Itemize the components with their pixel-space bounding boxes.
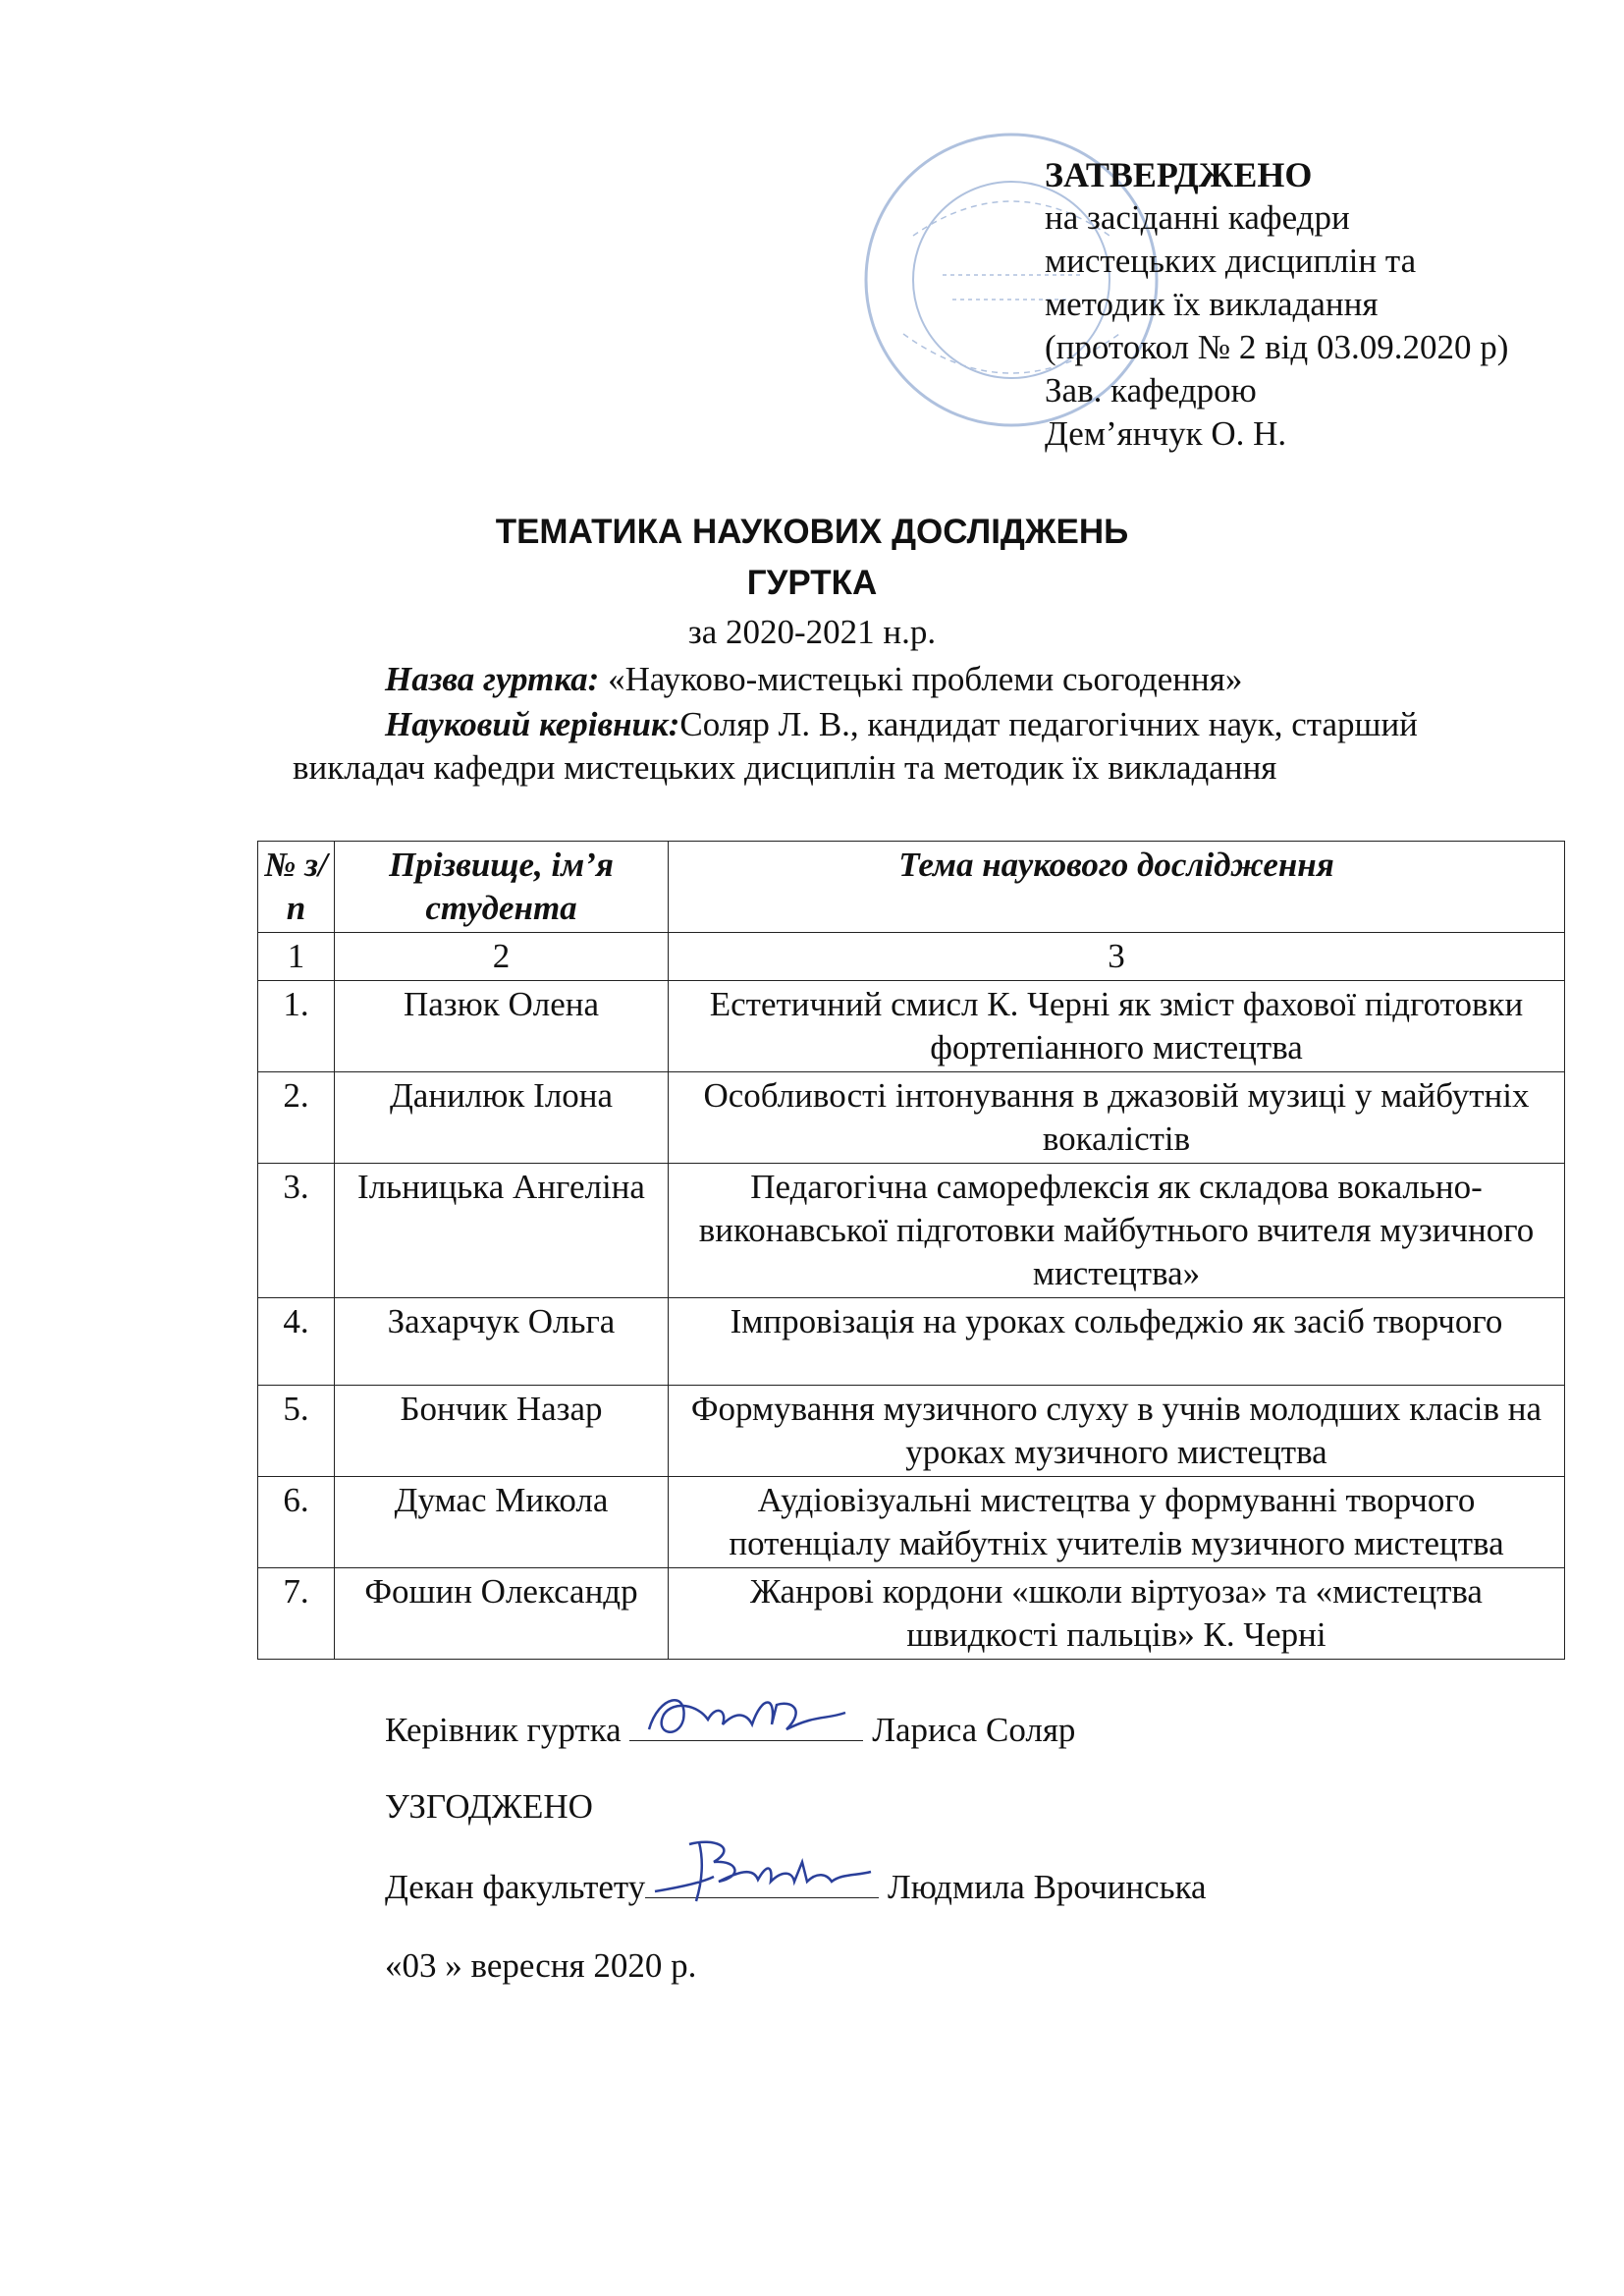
student-name: Фошин Олександр — [335, 1568, 669, 1660]
signature-line — [645, 1868, 879, 1898]
supervisor-label: Науковий керівник: — [385, 705, 680, 743]
approval-line: Зав. кафедрою — [1045, 371, 1257, 410]
research-topic: Аудіовізуальні мистецтва у формуванні творчого потенціалу майбутніх учителів музичного мистецтва — [669, 1477, 1565, 1568]
table-row — [258, 1568, 1565, 1660]
dean-signature-icon — [645, 1832, 879, 1911]
table-row — [258, 1164, 1565, 1298]
leader-label: Керівник гуртка — [385, 1711, 622, 1749]
circle-name-line — [385, 658, 1242, 701]
student-name: Данилюк Ілона — [335, 1072, 669, 1164]
research-topic: Особливості інтонування в джазовій музиці у майбутніх вокалістів — [669, 1072, 1565, 1164]
signature-line — [629, 1711, 863, 1741]
supervisor-line — [385, 703, 1418, 746]
research-topic: Естетичний смисл К. Черні як зміст фахової підготовки фортепіанного мистецтва — [669, 981, 1565, 1072]
table-header-row — [258, 842, 1565, 933]
leader-name: Лариса Соляр — [863, 1711, 1076, 1749]
row-number: 6. — [258, 1477, 335, 1568]
dean-label: Декан факультету — [385, 1868, 646, 1906]
topics-table — [257, 841, 1565, 1660]
document-subtitle: ГУРТКА — [746, 564, 878, 602]
academic-year: за 2020-2021 н.р. — [687, 613, 937, 651]
dean-signature-row — [385, 1866, 1207, 1909]
research-topic: Жанрові кордони «школи віртуоза» та «мистецтва швидкості пальців» К. Черні — [669, 1568, 1565, 1660]
document-date: «03 » вересня 2020 р. — [385, 1946, 697, 1985]
dean-name: Людмила Врочинська — [879, 1868, 1207, 1906]
row-number: 3. — [258, 1164, 335, 1298]
approval-line: (протокол № 2 від 03.09.2020 р) — [1045, 328, 1509, 366]
table-column-numbers-row — [258, 933, 1565, 981]
row-number: 1. — [258, 981, 335, 1072]
research-topic: Педагогічна саморефлексія як складова вокально-виконавської підготовки майбутнього вчителя музичного мистецтва» — [669, 1164, 1565, 1298]
col-number: 2 — [335, 933, 669, 981]
agreed-label: УЗГОДЖЕНО — [385, 1787, 593, 1826]
approval-block — [1045, 153, 1508, 456]
row-number: 2. — [258, 1072, 335, 1164]
student-name: Бончик Назар — [335, 1386, 669, 1477]
header-student: Прізвище, ім’я студента — [335, 842, 669, 933]
col-number: 1 — [258, 933, 335, 981]
table-row — [258, 1477, 1565, 1568]
approval-heading: ЗАТВЕРДЖЕНО — [1045, 155, 1313, 194]
table-row — [258, 981, 1565, 1072]
research-topic: Імпровізація на уроках сольфеджіо як засіб творчого — [669, 1298, 1565, 1386]
student-name: Думас Микола — [335, 1477, 669, 1568]
table-row — [258, 1298, 1565, 1386]
circle-name-value: «Науково-мистецькі проблеми сьогодення» — [599, 660, 1243, 698]
supervisor-value: Соляр Л. В., кандидат педагогічних наук, старший — [679, 705, 1418, 743]
approval-line: методик їх викладання — [1045, 285, 1379, 323]
supervisor-line-2: викладач кафедри мистецьких дисциплін та методик їх викладання — [293, 748, 1277, 787]
table-row — [258, 1386, 1565, 1477]
document-title: ТЕМАТИКА НАУКОВИХ ДОСЛІДЖЕНЬ — [495, 513, 1129, 551]
approval-line: на засіданні кафедри — [1045, 198, 1350, 237]
student-name: Пазюк Олена — [335, 981, 669, 1072]
row-number: 7. — [258, 1568, 335, 1660]
col-number: 3 — [669, 933, 1565, 981]
approval-line: мистецьких дисциплін та — [1045, 242, 1417, 280]
row-number: 4. — [258, 1298, 335, 1386]
table-row — [258, 1072, 1565, 1164]
student-name: Ільницька Ангеліна — [335, 1164, 669, 1298]
research-topic: Формування музичного слуху в учнів молодших класів на уроках музичного мистецтва — [669, 1386, 1565, 1477]
row-number: 5. — [258, 1386, 335, 1477]
header-topic: Тема наукового дослідження — [669, 842, 1565, 933]
circle-name-label: Назва гуртка: — [385, 660, 600, 698]
approval-line: Дем’янчук О. Н. — [1045, 414, 1287, 453]
student-name: Захарчук Ольга — [335, 1298, 669, 1386]
header-number: № з/п — [258, 842, 335, 933]
leader-signature-row — [385, 1709, 1075, 1752]
leader-signature-icon — [629, 1675, 863, 1754]
